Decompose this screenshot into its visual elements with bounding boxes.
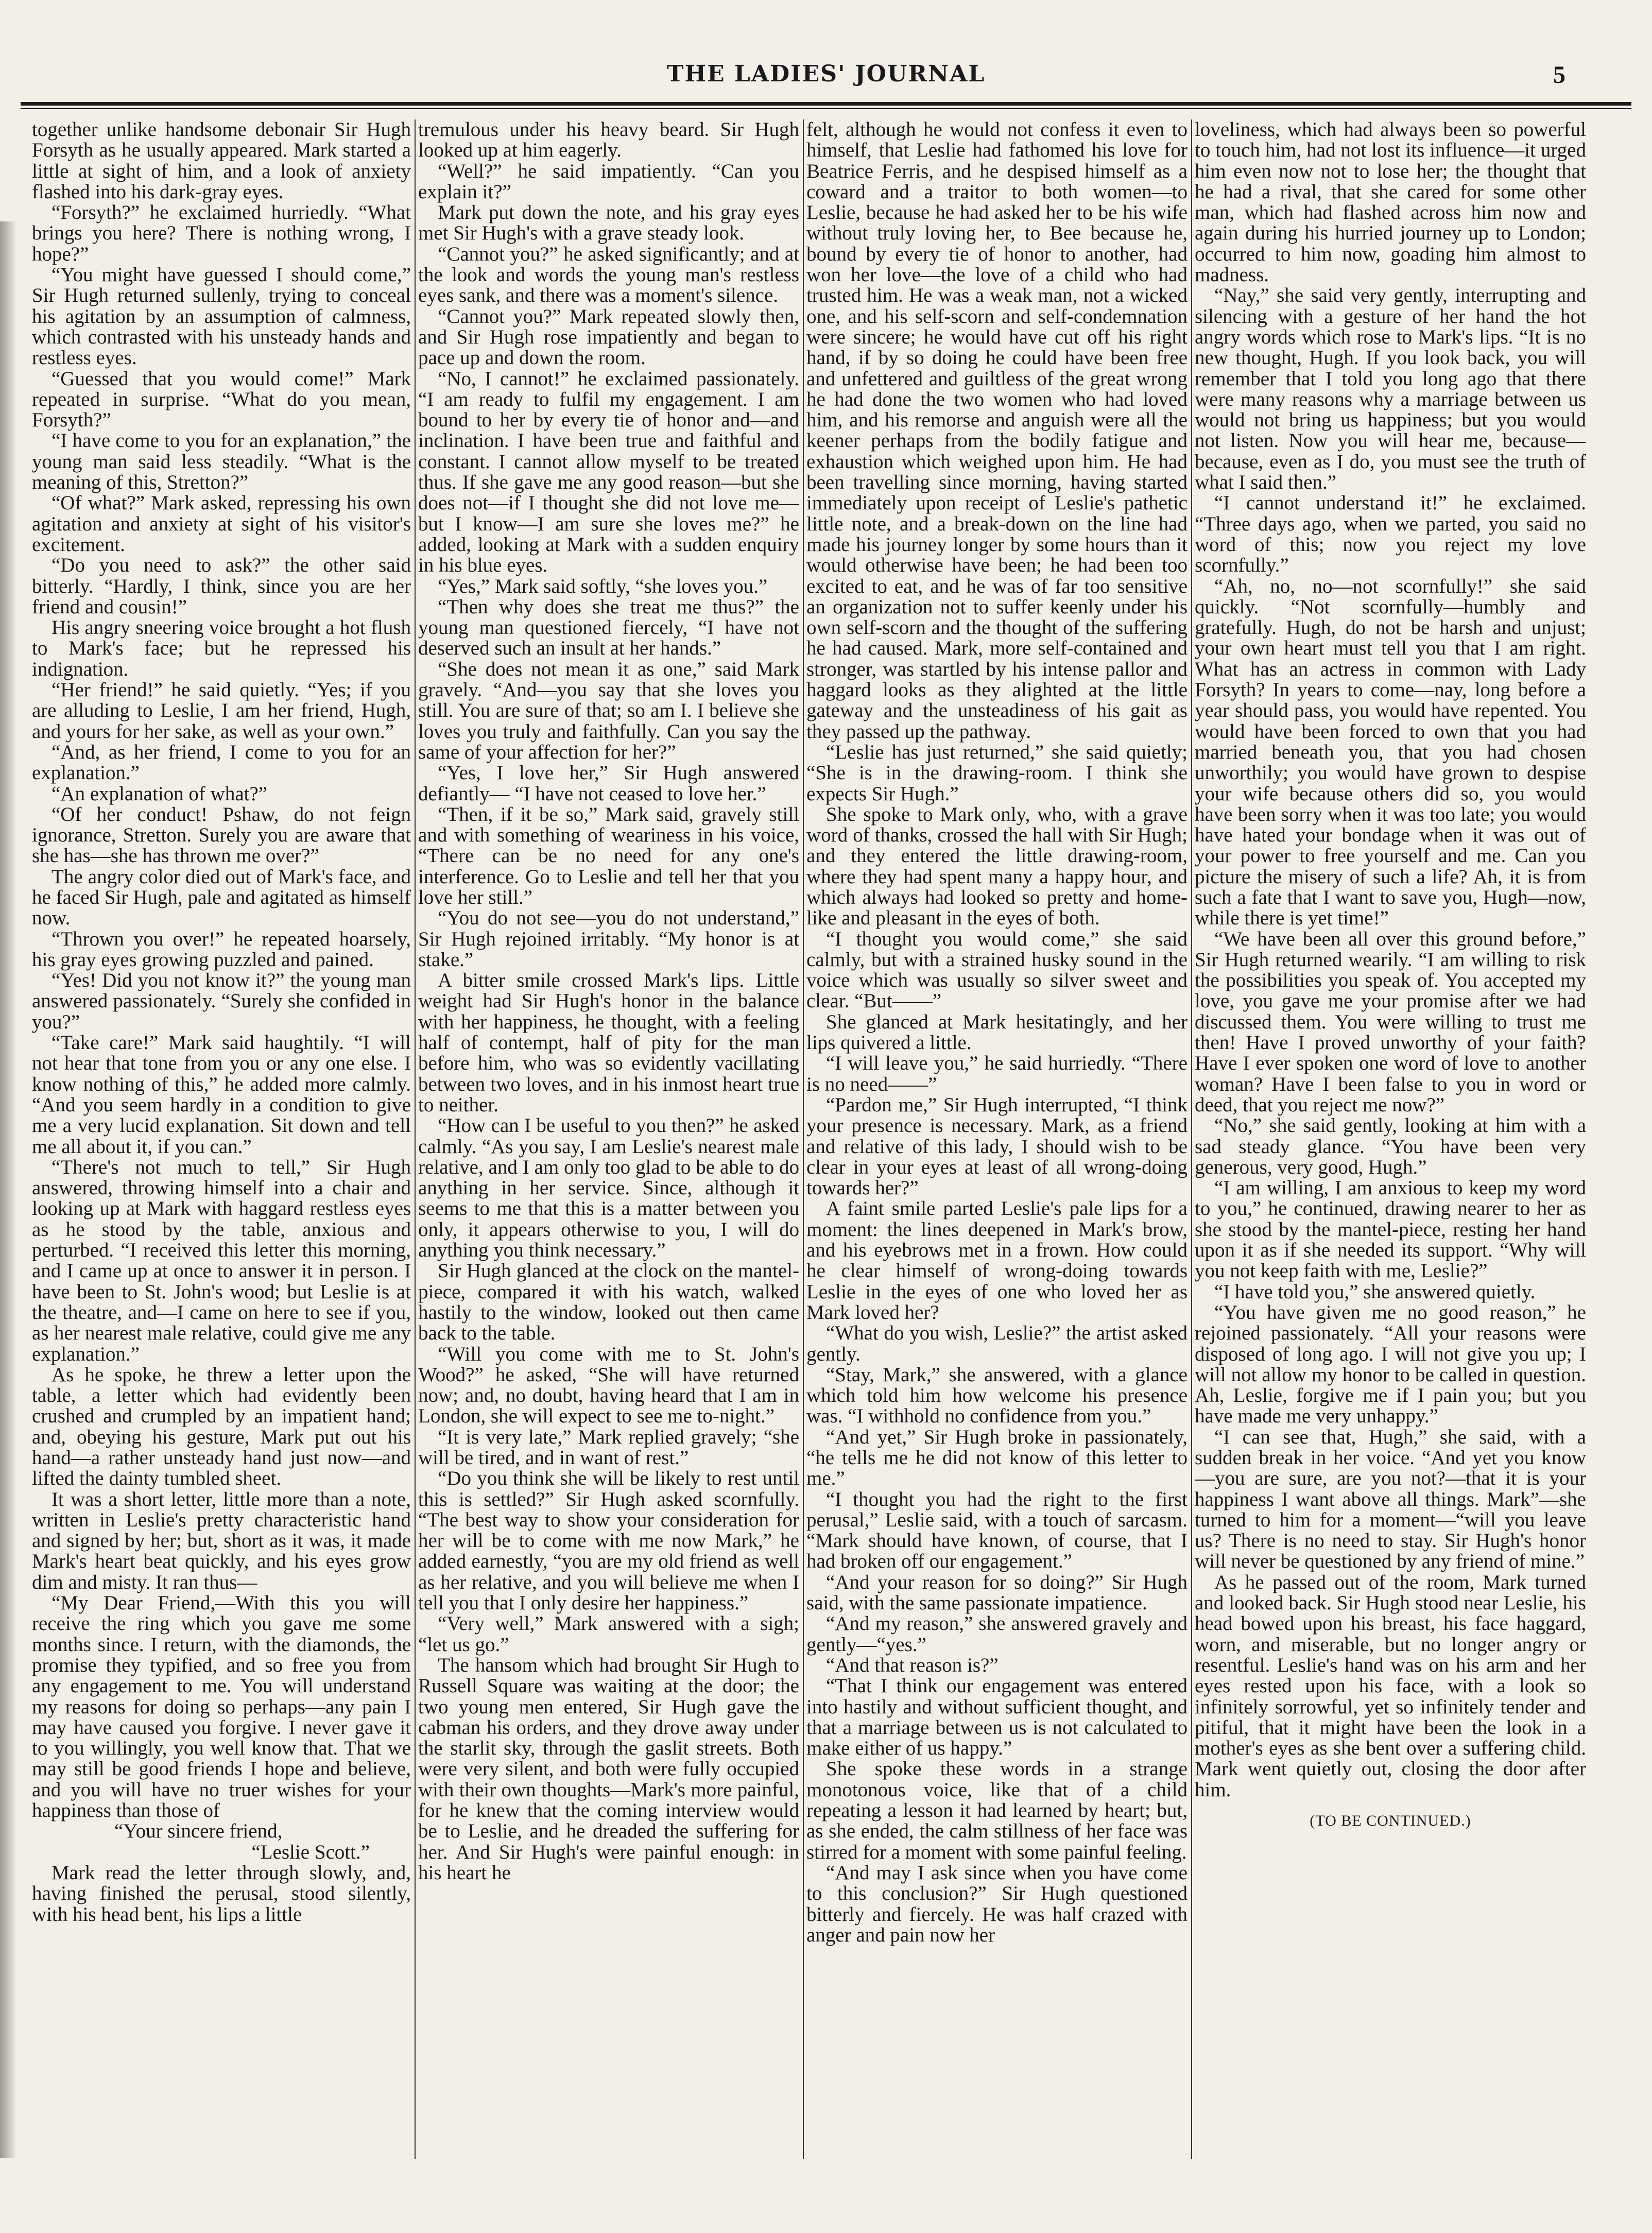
paragraph: “That I think our engagement was entered into hastily and without sufficient thought, and that a marriage between us is not calculated to make either of us happy.” bbox=[806, 1675, 1188, 1760]
paragraph: “Very well,” Mark answered with a sigh; “let us go.” bbox=[418, 1612, 799, 1656]
paragraph: Sir Hugh glanced at the clock on the mantel-piece, compared it with his watch, walked hastily to the window, looked out then came back to the table. bbox=[418, 1260, 799, 1345]
header-rule-thin bbox=[21, 108, 1631, 109]
paragraph: She glanced at Mark hesitatingly, and her lips quivered a little. bbox=[806, 1010, 1188, 1054]
paragraph: “Then why does she treat me thus?” the young man questioned fiercely, “I have not deserved such an insult at her hands.” bbox=[418, 595, 799, 660]
paragraph: “What do you wish, Leslie?” the artist asked gently. bbox=[806, 1322, 1188, 1365]
paragraph: “My Dear Friend,—With this you will receive the ring which you gave me some months since. I return, with the diamonds, the promise they typified, and so free you from any engagement to me. You will understand my reasons for doing so perhaps—any pain I may have caused you forgive. I never gave it to you willingly, you well know that. That we may still be good friends I hope and believe, and you will have no truer wishes for your happiness than those of bbox=[32, 1592, 411, 1822]
paragraph: “Cannot you?” he asked significantly; and at the look and words the young man's restless eyes sank, and there was a moment's silence. bbox=[418, 243, 799, 307]
paragraph: “And that reason is?” bbox=[826, 1654, 999, 1676]
paragraph: “And may I ask since when you have come to this conclusion?” Sir Hugh questioned bitterly and fiercely. He was half crazed with anger and pain now her bbox=[806, 1861, 1188, 1946]
paragraph: Mark put down the note, and his gray eyes met Sir Hugh's with a grave steady look. bbox=[418, 201, 799, 245]
paragraph: “You might have guessed I should come,” Sir Hugh returned sullenly, trying to conceal his agitation by an assumption of calmness, which contrasted with his unsteady hands and restless eyes. bbox=[32, 264, 411, 369]
paragraph: “Pardon me,” Sir Hugh interrupted, “I think your presence is necessary. Mark, as a friend and relative of this lady, I should wish to be clear in your eyes at least of all wrong-doing towards her?” bbox=[806, 1093, 1188, 1199]
paragraph: “Forsyth?” he exclaimed hurriedly. “What brings you here? There is nothing wrong, I hope?” bbox=[32, 201, 411, 265]
paragraph: “I thought you would come,” she said calmly, but with a strained husky sound in the voice which was usually so silver sweet and clear. “But——” bbox=[806, 927, 1188, 1012]
paragraph: “I have come to you for an explanation,” the young man said less steadily. “What is the meaning of this, Stretton?” bbox=[32, 430, 411, 494]
paragraph: As he passed out of the room, Mark turned and looked back. Sir Hugh stood near Leslie, his head bowed upon his breast, his face haggard, worn, and miserable, but no longer angry or resentful. Leslie's hand was on his arm and her eyes rested upon his face, with a look so infinitely sorrowful, yet so infinitely tender and pitiful, that it might have been the look in a mother's eyes as she bent over a suffering child. Mark went quietly out, closing the door after him. bbox=[1195, 1571, 1586, 1801]
paragraph: A bitter smile crossed Mark's lips. Little weight had Sir Hugh's honor in the balance with her happiness, he thought, with a feeling half of contempt, half of pity for the man before him, who was so evidently vacillating between two loves, and in his inmost heart true to neither. bbox=[418, 969, 799, 1116]
paragraph: His angry sneering voice brought a hot flush to Mark's face; but he repressed his indignation. bbox=[32, 616, 411, 680]
paragraph: “Thrown you over!” he repeated hoarsely, his gray eyes growing puzzled and pained. bbox=[32, 927, 411, 971]
paragraph: “Yes! Did you not know it?” the young man answered passionately. “Surely she confided in you?” bbox=[32, 969, 411, 1033]
paragraph: “There's not much to tell,” Sir Hugh answered, throwing himself into a chair and looking up at Mark with haggard restless eyes as he stood by the table, anxious and perturbed. “I received this letter this morning, and I came up at once to answer it in person. I have been to St. John's wood; but Leslie is at the theatre, and—I came on here to see if you, as her nearest male relative, could give me any explanation.” bbox=[32, 1156, 411, 1365]
paragraph: “Of what?” Mark asked, repressing his own agitation and anxiety at sight of his visitor's excitement. bbox=[32, 492, 411, 556]
paragraph: “I have told you,” she answered quietly. bbox=[1214, 1280, 1536, 1303]
paragraph: “I am willing, I am anxious to keep my word to you,” he continued, drawing nearer to her as she stood by the mantel-piece, resting her hand upon it as if she needed its support. “Why will you not keep faith with me, Leslie?” bbox=[1195, 1177, 1586, 1282]
text-column-4 bbox=[1195, 119, 1586, 2158]
paragraph: “Yes,” Mark said softly, “she loves you.” bbox=[438, 575, 768, 597]
paragraph: “An explanation of what?” bbox=[51, 782, 268, 805]
paragraph: “Take care!” Mark said haughtily. “I will not hear that tone from you or any one else. I know nothing of this,” he added more calmly. “And you seem hardly in a condition to give me a very lucid explanation. Sit down and tell me all about it, if you can.” bbox=[32, 1032, 411, 1158]
paragraph: “Stay, Mark,” she answered, with a glance which told him how welcome his presence was. “I withhold no confidence from you.” bbox=[806, 1363, 1188, 1428]
paragraph: As he spoke, he threw a letter upon the table, a letter which had evidently been crushed and crumpled by an impatient hand; and, obeying his gesture, Mark put out his hand—a rather unsteady hand just now—and lifted the dainty tumbled sheet. bbox=[32, 1363, 411, 1490]
paragraph: The hansom which had brought Sir Hugh to Russell Square was waiting at the door; the two young men entered, Sir Hugh gave the cabman his orders, and they drove away under the starlit sky, through the gaslit streets. Both were very silent, and both were fully occupied with their own thoughts—Mark's more painful, for he knew that the coming interview would be to Leslie, and he dreaded the suffering for her. And Sir Hugh's were painful enough: in his heart he bbox=[418, 1654, 799, 1884]
paragraph: “And yet,” Sir Hugh broke in passionately, “he tells me he did not know of this letter to me.” bbox=[806, 1425, 1188, 1490]
paragraph: “Of her conduct! Pshaw, do not feign ignorance, Stretton. Surely you are aware that she has—she has thrown me over?” bbox=[32, 803, 411, 867]
paragraph: “No,” she said gently, looking at him with a sad steady glance. “You have been very generous, very good, Hugh.” bbox=[1195, 1114, 1586, 1178]
paragraph: “Well?” he said impatiently. “Can you explain it?” bbox=[418, 160, 799, 203]
paragraph: “We have been all over this ground before,” Sir Hugh returned wearily. “I am willing to risk the possibilities you speak of. You accepted my love, you gave me your promise after we had discussed them. You were willing to trust me then! Have I proved unworthy of your faith? Have I ever spoken one word of love to another woman? Have I been false to you in word or deed, that you reject me now?” bbox=[1195, 927, 1586, 1116]
paragraph: “Yes, I love her,” Sir Hugh answered defiantly— “I have not ceased to love her.” bbox=[418, 762, 799, 805]
paragraph: “Then, if it be so,” Mark said, gravely still and with something of weariness in his voice, “There can be no need for any one's interference. Go to Leslie and tell her that you love her still.” bbox=[418, 803, 799, 908]
paragraph: “I cannot understand it!” he exclaimed. “Three days ago, when we parted, you said no word of this; now you reject my love scornfully.” bbox=[1195, 492, 1586, 577]
paragraph: felt, although he would not confess it even to himself, that Leslie had fathomed his love for Beatrice Ferris, and he despised himself as a coward and a traitor to both women—to Leslie, because he had asked her to be his wife without truly loving her, to Bee because he, bound by every tie of honor to another, had won her love—the love of a child who had trusted him. He was a weak man, not a wicked one, and his self-scorn and self-condemnation were sincere; he would have cut off his right hand, if by so doing he could have been free and unfettered and guiltless of the great wrong he had done the two women who had loved him, and his remorse and anguish were all the keener perhaps from the bodily fatigue and exhaustion which weighed upon him. He had been travelling since morning, having started immediately upon receipt of Leslie's pathetic little note, and a break-down on the line had made his journey longer by some hours than it would otherwise have been; he had been too excited to eat, and he was of far too sensitive an organization not to suffer keenly under his own self-scorn and the thought of the suffering he had caused. Mark, more self-contained and stronger, was startled by his intense pallor and haggard looks as they alighted at the little gateway and the unsteadiness of his gait as they passed up the pathway. bbox=[806, 119, 1188, 743]
paragraph: “No, I cannot!” he exclaimed passionately. “I am ready to fulfil my engagement. I am bound to her by every tie of honor and—and inclination. I have been true and faithful and constant. I cannot allow myself to be treated thus. If she gave me any good reason—but she does not—if I thought she did not love me—but I know—I am sure she loves me?” he added, looking at Mark with a sudden enquiry in his blue eyes. bbox=[418, 367, 799, 577]
paragraph: “Leslie Scott.” bbox=[251, 1841, 370, 1863]
column-divider bbox=[803, 119, 804, 2159]
paragraph: “And, as her friend, I come to you for an explanation.” bbox=[32, 741, 411, 784]
column-divider bbox=[1191, 119, 1192, 2159]
continued-note: (TO BE CONTINUED.) bbox=[1310, 1812, 1471, 1830]
masthead bbox=[0, 0, 1652, 118]
paragraph: tremulous under his heavy beard. Sir Hugh looked up at him eagerly. bbox=[418, 119, 799, 162]
paragraph: “Cannot you?” Mark repeated slowly then, and Sir Hugh rose impatiently and began to pace up and down the room. bbox=[418, 305, 799, 369]
paragraph: “And my reason,” she answered gravely and gently—“yes.” bbox=[806, 1612, 1188, 1656]
paragraph: “I will leave you,” he said hurriedly. “There is no need——” bbox=[806, 1052, 1188, 1095]
paragraph: “I thought you had the right to the first perusal,” Leslie said, with a touch of sarcasm. “Mark should have known, of course, that I had broken off our engagement.” bbox=[806, 1488, 1188, 1573]
text-column-1 bbox=[32, 119, 411, 2158]
paragraph: “You have given me no good reason,” he rejoined passionately. “All your reasons were disposed of long ago. I will not give you up; I will not allow my honor to be called in question. Ah, Leslie, forgive me if I pain you; but you have made me very unhappy.” bbox=[1195, 1301, 1586, 1428]
paragraph: She spoke to Mark only, who, with a grave word of thanks, crossed the hall with Sir Hugh; and they entered the little drawing-room, where they had spent many a happy hour, and which always had looked so pretty and home-like and pleasant in the eyes of both. bbox=[806, 803, 1188, 930]
paragraph: “Do you need to ask?” the other said bitterly. “Hardly, I think, since you are her friend and cousin!” bbox=[32, 554, 411, 618]
paragraph: “I can see that, Hugh,” she said, with a sudden break in her voice. “And yet you know—you are sure, are you not?—that it is your happiness I want above all things. Mark”—she turned to him for a moment—“will you leave us? There is no need to stay. Sir Hugh's honor will never be questioned by any friend of mine.” bbox=[1195, 1425, 1586, 1573]
paragraph: together unlike handsome debonair Sir Hugh Forsyth as he usually appeared. Mark started a little at sight of him, and a look of anxiety flashed into his dark-gray eyes. bbox=[32, 119, 411, 203]
paragraph: “And your reason for so doing?” Sir Hugh said, with the same passionate impatience. bbox=[806, 1571, 1188, 1614]
paragraph: The angry color died out of Mark's face, and he faced Sir Hugh, pale and agitated as himself now. bbox=[32, 865, 411, 930]
running-title: THE LADIES' JOURNAL bbox=[666, 61, 986, 87]
paragraph: “Ah, no, no—not scornfully!” she said quickly. “Not scornfully—humbly and gratefully. Hugh, do not be harsh and unjust; your own heart must tell you that I am right. What has an actress in common with Lady Forsyth? In years to come—nay, long before a year should pass, you would have repented. You would have been forced to own that you had married beneath you, that you had chosen unworthily; you would have grown to despise your wife because others did so, you would have been sorry when it was too late; you would have hated your bondage when it was out of your power to free yourself and me. Can you picture the misery of such a life? Ah, it is from such a fate that I want to save you, Hugh—now, while there is yet time!” bbox=[1195, 575, 1586, 930]
text-column-3 bbox=[806, 119, 1188, 2158]
paragraph: It was a short letter, little more than a note, written in Leslie's pretty characteristic hand and signed by her; but, short as it was, it made Mark's heart beat quickly, and his eyes grow dim and misty. It ran thus— bbox=[32, 1488, 411, 1593]
paragraph: “Do you think she will be likely to rest until this is settled?” Sir Hugh asked scornfully. “The best way to show your consideration for her will be to come with me now Mark,” he added earnestly, “you are my old friend as well as her relative, and you will believe me when I tell you that I only desire her happiness.” bbox=[418, 1467, 799, 1614]
paragraph: “It is very late,” Mark replied gravely; “she will be tired, and in want of rest.” bbox=[418, 1425, 799, 1469]
page-number: 5 bbox=[1553, 61, 1565, 89]
paragraph: “Your sincere friend, bbox=[114, 1820, 283, 1843]
paragraph: “You do not see—you do not understand,” Sir Hugh rejoined irritably. “My honor is at stake.” bbox=[418, 907, 799, 971]
header-rule-thick bbox=[21, 102, 1631, 106]
paragraph: “She does not mean it as one,” said Mark gravely. “And—you say that she loves you still. You are sure of that; so am I. I believe she loves you truly and faithfully. Can you say the same of your affection for her?” bbox=[418, 658, 799, 763]
paragraph: “Leslie has just returned,” she said quietly; “She is in the drawing-room. I think she expects Sir Hugh.” bbox=[806, 741, 1188, 805]
paragraph: She spoke these words in a strange monotonous voice, like that of a child repeating a lesson it had learned by heart; but, as she ended, the calm stillness of her face was stirred for a moment with some painful feeling. bbox=[806, 1758, 1188, 1863]
paragraph: “Nay,” she said very gently, interrupting and silencing with a gesture of her hand the hot angry words which rose to Mark's lips. “It is no new thought, Hugh. If you look back, you will remember that I told you long ago that there were many reasons why a marriage between us would not bring us happiness; but you would not listen. Now you will hear me, because—because, even as I do, you must see the truth of what I said then.” bbox=[1195, 284, 1586, 494]
paragraph: “Her friend!” he said quietly. “Yes; if you are alluding to Leslie, I am her friend, Hugh, and yours for her sake, as well as your own.” bbox=[32, 679, 411, 743]
paragraph: “Will you come with me to St. John's Wood?” he asked, “She will have returned now; and, no doubt, having heard that I am in London, she will expect to see me to-night.” bbox=[418, 1343, 799, 1428]
paragraph: A faint smile parted Leslie's pale lips for a moment: the lines deepened in Mark's brow, and his eyebrows met in a frown. How could he clear himself of wrong-doing towards Leslie in the eyes of one who loved her as Mark loved her? bbox=[806, 1197, 1188, 1324]
page-edge-shadow bbox=[0, 221, 15, 2158]
paragraph: “How can I be useful to you then?” he asked calmly. “As you say, I am Leslie's nearest male relative, and I am only too glad to be able to do anything in her service. Since, although it seems to me that this is a matter between you only, it appears otherwise to you, I will do anything you think necessary.” bbox=[418, 1114, 799, 1262]
paragraph: Mark read the letter through slowly, and, having finished the perusal, stood silently, with his head bent, his lips a little bbox=[32, 1861, 411, 1926]
paragraph: “Guessed that you would come!” Mark repeated in surprise. “What do you mean, Forsyth?” bbox=[32, 367, 411, 432]
paragraph: loveliness, which had always been so powerful to touch him, had not lost its influence—it urged him even now not to lose her; the thought that he had a rival, that she cared for some other man, which had flashed across him now and again during his hurried journey up to London; occurred to him now, goading him almost to madness. bbox=[1195, 119, 1586, 286]
text-column-2 bbox=[418, 119, 799, 2158]
column-divider bbox=[415, 119, 416, 2159]
